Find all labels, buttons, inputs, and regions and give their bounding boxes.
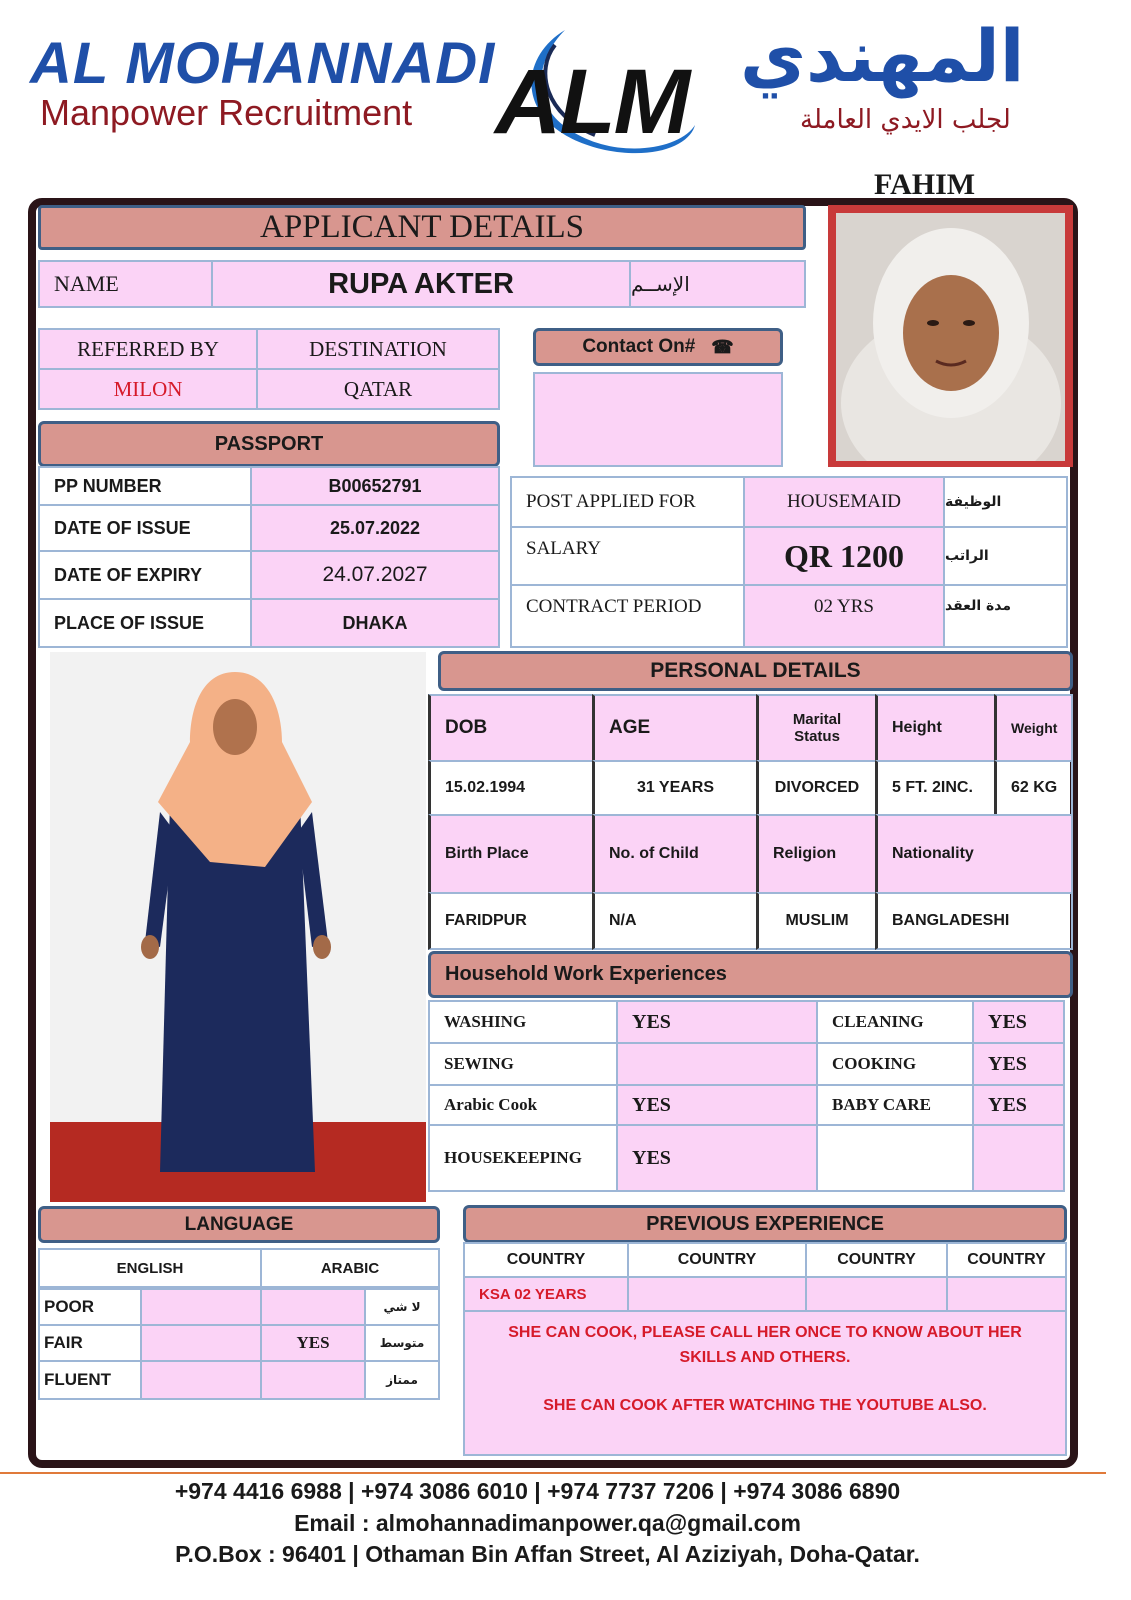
- household-header: Household Work Experiences: [428, 951, 1073, 998]
- post-applied-value: HOUSEMAID: [743, 476, 945, 528]
- height-value: 5 FT. 2INC.: [875, 760, 996, 816]
- language-header: LANGUAGE: [38, 1206, 440, 1243]
- salary-label: SALARY: [510, 526, 745, 586]
- household-label: Arabic Cook: [428, 1084, 618, 1126]
- place-of-issue-value: DHAKA: [250, 598, 500, 648]
- household-label: HOUSEKEEPING: [428, 1124, 618, 1192]
- date-of-expiry-value: 24.07.2027: [250, 550, 500, 600]
- footer-address: P.O.Box : 96401 | Othaman Bin Affan Street, Al Aziziyah, Doha-Qatar.: [175, 1541, 920, 1567]
- birth-place-value: FARIDPUR: [428, 892, 594, 950]
- household-label: [816, 1124, 974, 1192]
- referred-by-value: MILON: [38, 368, 258, 410]
- experience-country-header: COUNTRY: [463, 1242, 629, 1278]
- dob-value: 15.02.1994: [428, 760, 594, 816]
- contact-label: Contact On#: [582, 336, 696, 357]
- experience-country-header: COUNTRY: [627, 1242, 807, 1278]
- household-label: BABY CARE: [816, 1084, 974, 1126]
- brand-ar-line2: لجلب الايدي العاملة: [800, 105, 1011, 135]
- language-level-label: FAIR: [38, 1324, 142, 1362]
- language-english-value: [140, 1360, 262, 1400]
- language-arabic-value: [260, 1360, 366, 1400]
- contract-period-value: 02 YRS: [743, 584, 945, 648]
- weight-value: 62 KG: [994, 760, 1073, 816]
- household-value: YES: [972, 1084, 1065, 1126]
- nationality-value: BANGLADESHI: [875, 892, 1073, 950]
- date-of-issue-value: 25.07.2022: [250, 504, 500, 552]
- brand-en-line1: AL MOHANNADI: [30, 31, 496, 96]
- dob-header: DOB: [428, 694, 594, 762]
- language-arabic-value: [260, 1288, 366, 1326]
- household-value: YES: [616, 1084, 818, 1126]
- household-label: CLEANING: [816, 1000, 974, 1044]
- experience-country-value: [946, 1276, 1067, 1312]
- household-value: YES: [616, 1000, 818, 1044]
- household-label: COOKING: [816, 1042, 974, 1086]
- marital-status-value: DIVORCED: [756, 760, 877, 816]
- household-value: [972, 1124, 1065, 1192]
- applicant-details-header: APPLICANT DETAILS: [38, 205, 806, 250]
- footer-email: Email : almohannadimanpower.qa@gmail.com: [294, 1510, 801, 1536]
- contact-value: [533, 372, 783, 467]
- person-standing-icon: [50, 652, 426, 1202]
- brand-ar-line1: المهندي: [740, 14, 1025, 98]
- name-label-ar: الإســم: [629, 260, 806, 308]
- language-english-value: [140, 1288, 262, 1326]
- referred-by-label: REFERRED BY: [38, 328, 258, 370]
- personal-details-header: PERSONAL DETAILS: [438, 651, 1073, 691]
- experience-note-1: SHE CAN COOK, PLEASE CALL HER ONCE TO KNOW ABOUT HER SKILLS AND OTHERS.: [508, 1324, 1022, 1366]
- age-header: AGE: [592, 694, 758, 762]
- company-logo: [495, 20, 725, 175]
- language-col-english: ENGLISH: [38, 1248, 262, 1288]
- religion-header: Religion: [756, 814, 877, 894]
- experience-country-header: COUNTRY: [946, 1242, 1067, 1278]
- passport-photo: [828, 205, 1073, 467]
- destination-value: QATAR: [256, 368, 500, 410]
- language-level-ar: لا شي: [364, 1288, 440, 1326]
- post-applied-ar: الوظيفة: [943, 476, 1068, 528]
- destination-label: DESTINATION: [256, 328, 500, 370]
- footer-divider: [0, 1472, 1106, 1474]
- logo-text: ALM: [495, 51, 689, 153]
- brand-en-line2: Manpower Recruitment: [40, 92, 413, 133]
- full-body-photo: [50, 652, 426, 1202]
- experience-country-value: [627, 1276, 807, 1312]
- experience-note-2: SHE CAN COOK AFTER WATCHING THE YOUTUBE ALSO.: [543, 1397, 987, 1414]
- previous-experience-header: PREVIOUS EXPERIENCE: [463, 1205, 1067, 1243]
- contract-period-ar: مدة العقد: [943, 584, 1068, 648]
- date-of-expiry-label: DATE OF EXPIRY: [38, 550, 252, 600]
- language-level-label: POOR: [38, 1288, 142, 1326]
- face-portrait-icon: [836, 213, 1065, 461]
- experience-country-header: COUNTRY: [805, 1242, 948, 1278]
- birth-place-header: Birth Place: [428, 814, 594, 894]
- religion-value: MUSLIM: [756, 892, 877, 950]
- pp-number-value: B00652791: [250, 466, 500, 506]
- language-col-arabic: ARABIC: [260, 1248, 440, 1288]
- salary-value: QR 1200: [743, 526, 945, 586]
- pp-number-label: PP NUMBER: [38, 466, 252, 506]
- household-value: YES: [972, 1000, 1065, 1044]
- marital-status-header: Marital Status: [756, 694, 877, 762]
- household-value: [616, 1042, 818, 1086]
- experience-country-value: KSA 02 YEARS: [463, 1276, 629, 1312]
- weight-header: Weight: [994, 694, 1073, 762]
- age-value: 31 YEARS: [592, 760, 758, 816]
- language-english-value: [140, 1324, 262, 1362]
- contract-period-label: CONTRACT PERIOD: [510, 584, 745, 648]
- date-of-issue-label: DATE OF ISSUE: [38, 504, 252, 552]
- language-level-ar: ممتاز: [364, 1360, 440, 1400]
- household-label: WASHING: [428, 1000, 618, 1044]
- no-of-child-value: N/A: [592, 892, 758, 950]
- language-arabic-value: YES: [260, 1324, 366, 1362]
- agent-name: FAHIM: [874, 168, 976, 201]
- contact-header: [533, 328, 783, 366]
- phone-icon: ☎: [711, 336, 734, 357]
- height-header: Height: [875, 694, 996, 762]
- post-applied-label: POST APPLIED FOR: [510, 476, 745, 528]
- no-of-child-header: No. of Child: [592, 814, 758, 894]
- language-level-label: FLUENT: [38, 1360, 142, 1400]
- experience-country-value: [805, 1276, 948, 1312]
- language-level-ar: متوسط: [364, 1324, 440, 1362]
- name-label: NAME: [38, 260, 213, 308]
- salary-ar: الراتب: [943, 526, 1068, 586]
- place-of-issue-label: PLACE OF ISSUE: [38, 598, 252, 648]
- nationality-header: Nationality: [875, 814, 1073, 894]
- applicant-name: RUPA AKTER: [211, 260, 631, 308]
- household-value: YES: [972, 1042, 1065, 1086]
- footer-phones: +974 4416 6988 | +974 3086 6010 | +974 7737 7206 | +974 3086 6890: [174, 1478, 901, 1504]
- passport-header: PASSPORT: [38, 421, 500, 467]
- household-value: YES: [616, 1124, 818, 1192]
- household-label: SEWING: [428, 1042, 618, 1086]
